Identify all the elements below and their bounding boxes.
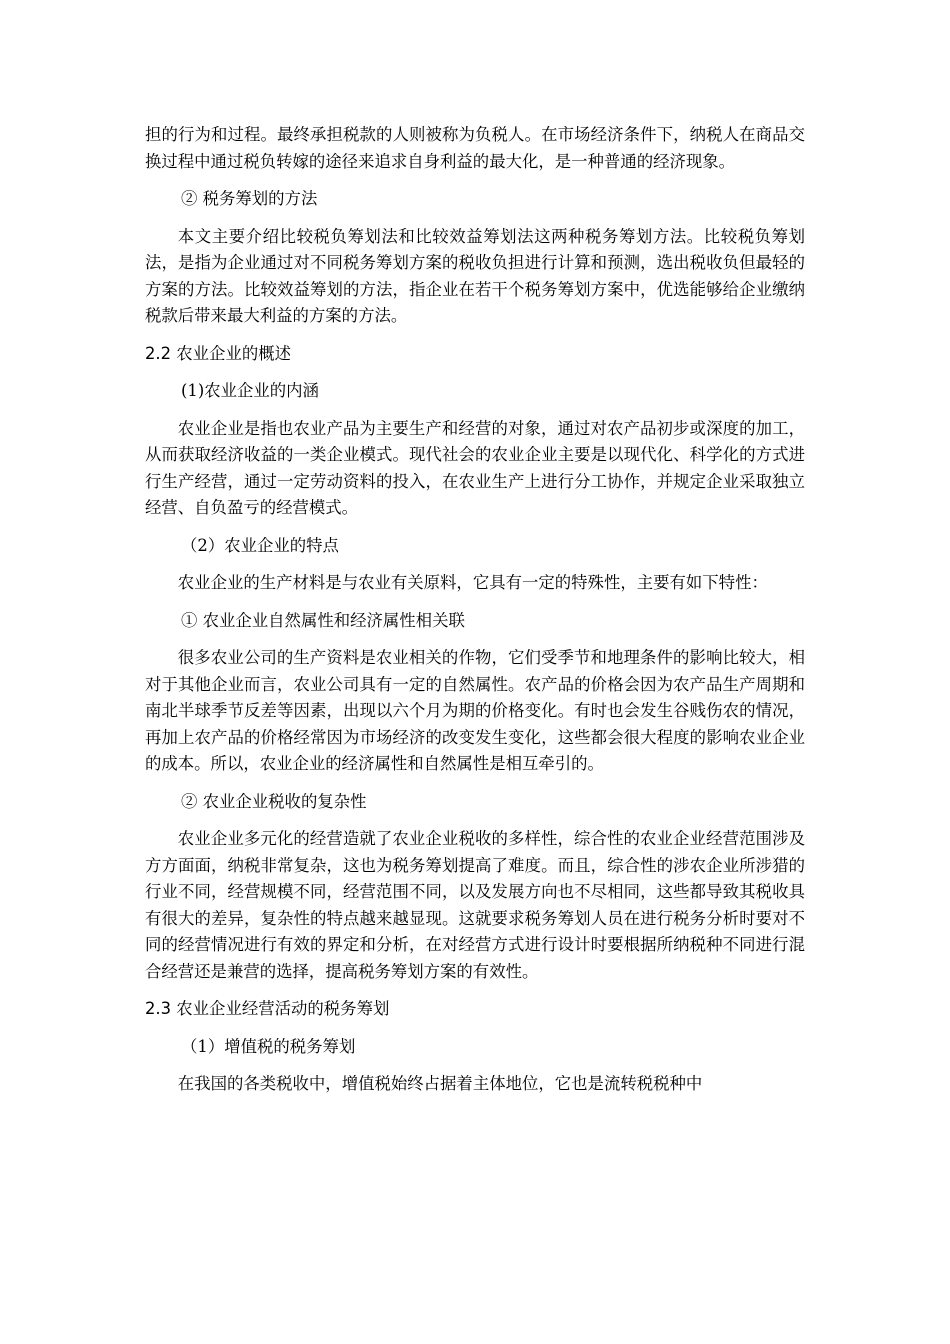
paragraph: 在我国的各类税收中，增值税始终占据着主体地位，它也是流转税税种中 (177, 1074, 703, 1093)
paragraph-continuation: 担的行为和过程。最终承担税款的人则被称为负税人。在市场经济条件下，纳税人在商品交换过程中通过税负转嫁的途径来追求自身利益的最大化，是一种普通的经济现象。 (145, 125, 805, 171)
paragraph: 农业企业是指也农业产品为主要生产和经营的对象，通过对农产品初步或深度的加工，从而获取经济收益的一类企业模式。现代社会的农业企业主要是以现代化、科学化的方式进行生产经营，通过一定劳动资料的投入，在农业生产上进行分工协作，并规定企业采取独立经营、自负盈亏的经营模式。 (145, 418, 805, 517)
subheading-vat-planning: （1）增值税的税务筹划 (181, 1036, 356, 1056)
section-heading-2-2: 2.2 农业企业的概述 (145, 343, 292, 363)
page-content (145, 122, 805, 1109)
subheading-tax-complexity: ② 农业企业税收的复杂性 (181, 791, 367, 811)
paragraph: 很多农业公司的生产资料是农业相关的作物，它们受季节和地理条件的影响比较大，相对于其他企业而言，农业公司具有一定的自然属性。农产品的价格会因为农产品生产周期和南北半球季节反差等因素，出现以六个月为期的价格变化。有时也会发生谷贱伤农的情况，再加上农产品的价格经常因为市场经济的改变发生变化，这些都会很大程度的影响农业企业的成本。所以，农业企业的经济属性和自然属性是相互牵引的。 (145, 648, 805, 773)
subheading-characteristics: （2）农业企业的特点 (181, 535, 339, 555)
subheading-connotation: (1)农业企业的内涵 (181, 381, 319, 400)
paragraph: 本文主要介绍比较税负筹划法和比较效益筹划法这两种税务筹划方法。比较税负筹划法，是指为企业通过对不同税务筹划方案的税收负担进行计算和预测，选出税收负但最轻的方案的方法。比较效益筹划的方法，指企业在若干个税务筹划方案中，优选能够给企业缴纳税款后带来最大利益的方案的方法。 (145, 226, 805, 325)
paragraph: 农业企业多元化的经营造就了农业企业税收的多样性，综合性的农业企业经营范围涉及方方面面，纳税非常复杂，这也为税务筹划提高了难度。而且，综合性的涉农企业所涉猎的行业不同，经营规模不同，经营范围不同，以及发展方向也不尽相同，这些都导致其税收具有很大的差异，复杂性的特点越来越显现。这就要求税务筹划人员在进行税务分析时要对不同的经营情况进行有效的界定和分析，在对经营方式进行设计时要根据所纳税种不同进行混合经营还是兼营的选择，提高税务筹划方案的有效性。 (145, 829, 805, 981)
subheading-natural-economic-attributes: ① 农业企业自然属性和经济属性相关联 (181, 610, 465, 630)
section-heading-2-3: 2.3 农业企业经营活动的税务筹划 (145, 999, 390, 1018)
paragraph: 农业企业的生产材料是与农业有关原料，它具有一定的特殊性，主要有如下特性： (177, 573, 768, 592)
subheading-tax-planning-methods: ② 税务筹划的方法 (181, 189, 318, 208)
